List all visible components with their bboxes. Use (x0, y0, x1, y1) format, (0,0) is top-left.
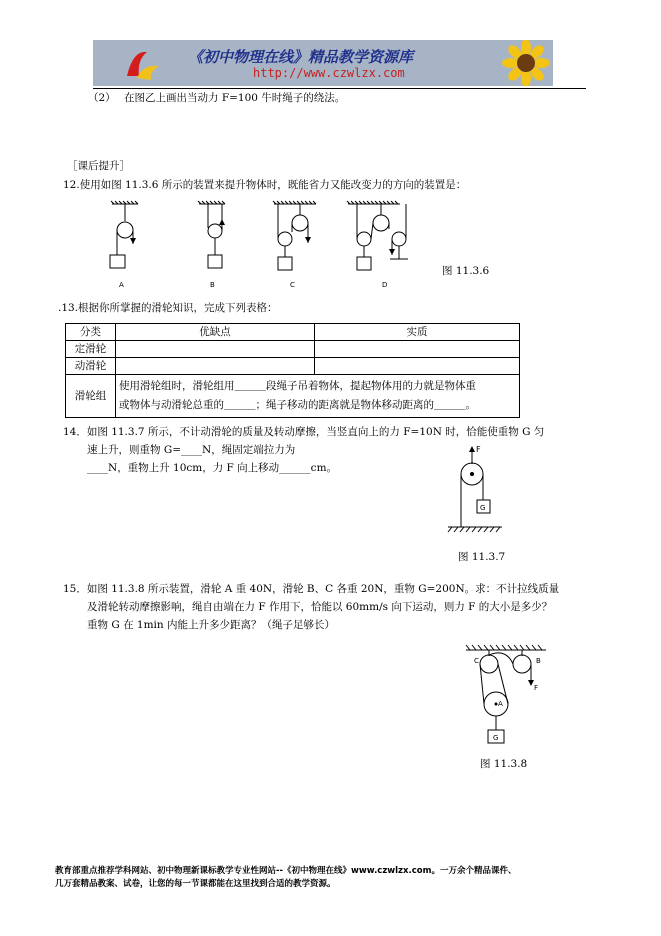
table-row (66, 358, 520, 375)
table-header-row (66, 324, 520, 341)
q15-label-g: G (493, 734, 499, 742)
header-banner (93, 40, 553, 86)
q15-figure (460, 642, 550, 752)
pulley-group-line2: 或物体与动滑轮总重的＿＿＿；绳子移动的距离就是物体移动距离的＿＿＿。 (119, 399, 476, 411)
q12-option-a: A (119, 281, 124, 289)
cell-blank[interactable] (116, 341, 315, 358)
section-title: ［课后提升］ (67, 160, 130, 172)
pulley-group-cell (116, 375, 520, 418)
q14-line2: 速上升，则重物 G=____N，绳固定端拉力为 (87, 444, 296, 456)
row-label-pulley-group: 滑轮组 (66, 375, 116, 418)
q2-text: 在图乙上画出当动力 F=100 牛时绳子的绕法。 (124, 92, 346, 104)
row-label-fixed-pulley: 定滑轮 (66, 341, 116, 358)
q15-label-a: A (498, 700, 503, 708)
table-row (66, 375, 520, 418)
logo-icon (123, 46, 163, 82)
q13-text: .13.根据你所掌握的滑轮知识，完成下列表格： (58, 302, 278, 314)
q15-line1: 15．如图 11.3.8 所示装置，滑轮 A 重 40N，滑轮 B、C 各重 20N，重物 G=200N。求：不计拉线质量 (63, 583, 560, 595)
banner-url[interactable]: http://www.czwlzx.com (253, 66, 405, 80)
q14-line3: ____N，重物上升 10cm，力 F 向上移动______cm。 (87, 462, 338, 474)
pulley-group-line1: 使用滑轮组时，滑轮组用＿＿＿段绳子吊着物体，提起物体用的力就是物体重 (119, 380, 476, 392)
footer-line2: 几万套精品教案、试卷，让您的每一节课都能在这里找到合适的教学资源。 (55, 879, 336, 889)
q12-option-d: D (382, 281, 388, 289)
sunflower-icon (498, 40, 553, 86)
q12-figure (104, 199, 416, 295)
q14-caption: 图 11.3.7 (458, 551, 506, 563)
table-header-category: 分类 (66, 324, 116, 341)
banner-title: 《初中物理在线》精品教学资源库 (188, 48, 414, 66)
q14-figure (440, 442, 520, 536)
table-row (66, 341, 520, 358)
q14-label-f: F (476, 445, 481, 454)
pulley-table (65, 323, 520, 418)
q14-line1: 14．如图 11.3.7 所示，不计动滑轮的质量及转动摩擦，当竖直向上的力 F=10N 时，恰能使重物 G 匀 (63, 426, 545, 438)
footer-line1: 教育部重点推荐学科网站、初中物理新课标教学专业性网站--《初中物理在线》www.czwlzx.com。一万余个精品课件、 (55, 866, 517, 876)
cell-blank[interactable] (116, 358, 315, 375)
q15-line3: 重物 G 在 1min 内能上升多少距离？（绳子足够长） (87, 619, 335, 631)
q12-text: 12.使用如图 11.3.6 所示的装置来提升物体时，既能省力又能改变力的方向的装置是： (63, 179, 467, 191)
table-header-essence: 实质 (315, 324, 520, 341)
table-header-pros-cons: 优缺点 (116, 324, 315, 341)
q15-caption: 图 11.3.8 (480, 758, 528, 770)
row-label-movable-pulley: 动滑轮 (66, 358, 116, 375)
cell-blank[interactable] (315, 358, 520, 375)
cell-blank[interactable] (315, 341, 520, 358)
q15-label-c: C (474, 657, 479, 665)
q14-label-g: G (480, 504, 486, 512)
q12-caption: 图 11.3.6 (442, 265, 490, 277)
footer (55, 865, 516, 891)
q12-option-b: B (210, 281, 215, 289)
q15-label-f: F (534, 684, 539, 692)
q12-option-c: C (290, 281, 295, 289)
q15-line2: 及滑轮转动摩擦影响，绳自由端在力 F 作用下，恰能以 60mm/s 向下运动，则力 F 的大小是多少？ (87, 601, 553, 613)
header-divider (93, 88, 586, 89)
q15-label-b: B (536, 657, 541, 665)
q2-number: （2） (88, 92, 116, 104)
